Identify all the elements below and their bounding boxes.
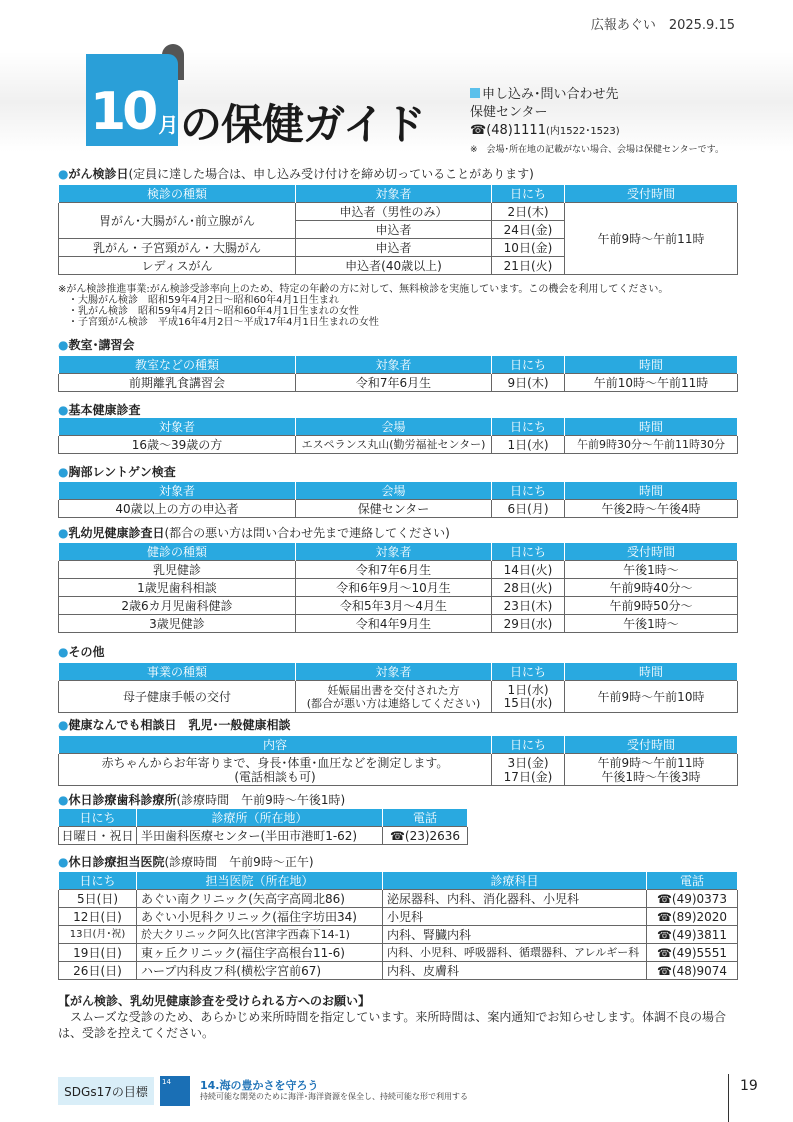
section-other: ●その他 xyxy=(58,645,105,659)
sdg-label: SDGs17の目標 xyxy=(58,1077,154,1105)
table-xray: 対象者 会場 日にち 時間 40歳以上の方の申込者 保健センター 6日(月) 午後2時～午後4時 xyxy=(58,481,738,518)
request-note: 【がん検診、乳幼児健康診査を受けられる方へのお願い】 スムーズな受診のため、あらかじめ来所時間を指定しています。来所時間は、案内通知でお知らせします。体調不良の場合は、受診を控えてください。 xyxy=(58,994,727,1040)
table-row: 26日(日) ハープ内科皮フ科(横松字宮前67) 内科、皮膚科 ☎(48)9074 xyxy=(59,962,738,980)
section-class: ●教室･講習会 xyxy=(58,338,135,352)
contact-label: 申し込み･問い合わせ先 xyxy=(482,87,619,102)
table-dental: 日にち 診療所（所在地） 電話 日曜日・祝日 半田歯科医療センター(半田市港町1-62) ☎(23)2636 xyxy=(58,808,468,845)
page-divider xyxy=(728,1074,729,1122)
contact-note: ※ 会場･所在地の記載がない場合、会場は保健センターです。 xyxy=(470,145,724,155)
contact-ext: (内1522･1523) xyxy=(545,126,620,137)
page-title: の保健ガイド xyxy=(180,100,425,149)
table-row: 5日(日) あぐい南クリニック(矢高字高岡北86) 泌尿器科、内科、消化器科、小児科 ☎(49)0373 xyxy=(59,890,738,908)
table-holiday: 日にち 担当医院（所在地） 診療科目 電話 5日(日) あぐい南クリニック(矢高字高岡北86) 泌尿器科、内科、消化器科、小児科 ☎(49)0373 12日(日) あぐい小児科クリニック(福住字坊田34) 小児科 ☎(89)2020 13日(月･祝) 於大クリニック阿久比(宮津字西森下14-1) 内科、腎臓内科 ☎(49)3811 19日(日) 東ヶ丘クリニック(福住字高根台11-6) 内科、小児科、呼吸器科、循環器科、アレルギー科 ☎(49)5551 26日(日) ハープ内科皮フ科(横松字宮前67) 内科、皮膚科 ☎(48)9074 xyxy=(58,871,738,980)
table-row: 19日(日) 東ヶ丘クリニック(福住字高根台11-6) 内科、小児科、呼吸器科、循環器科、アレルギー科 ☎(49)5551 xyxy=(59,944,738,962)
table-cancer: 検診の種類 対象者 日にち 受付時間 胃がん･大腸がん･前立腺がん 申込者（男性のみ） 2日(木) 午前9時～午前11時 申込者 24日(金) 乳がん・子宮頸がん・大腸がん 申込者 10日(金) レディスがん 申込者(40歳以上) 21日(火) xyxy=(58,184,738,275)
table-row: 2歳6カ月児歯科健診 令和5年3月～4月生 23日(木) 午前9時50分～ xyxy=(59,597,738,615)
contact-box xyxy=(470,86,724,159)
table-row: 乳児健診 令和7年6月生 14日(火) 午後1時～ xyxy=(59,561,738,579)
cancer-notes: ※がん検診推進事業:がん検診受診率向上のため、特定の年齢の方に対して、無料検診を実施しています。この機会を利用してください。 ・大腸がん検診 昭和59年4月2日～昭和60年4月1日生まれ ・乳がん検診 昭和59年4月2日～昭和60年4月1日生まれの女性 ・子宮頸がん検診 平成16年4月2日～平成17年4月1日生まれの女性 xyxy=(58,284,669,328)
sdg-14-icon: 14 xyxy=(160,1076,190,1106)
section-dental: ●休日診療歯科診療所(診療時間 午前9時～午後1時) xyxy=(58,793,346,807)
table-consult: 内容 日にち 受付時間 赤ちゃんからお年寄りまで、身長･体重･血圧などを測定します。 (電話相談も可) 3日(金) 17日(金) 午前9時～午前11時 午後1時～午後3時 xyxy=(58,735,738,786)
section-holiday: ●休日診療担当医院(診療時間 午前9時～正午) xyxy=(58,855,314,869)
table-infant: 健診の種類 対象者 日にち 受付時間 乳児健診 令和7年6月生 14日(火) 午後1時～ 1歳児歯科相談 令和6年9月～10月生 28日(火) 午前9時40分～ 2歳6カ月児歯科健診 令和5年3月～4月生 23日(木) 午前9時50分～ 3歳児健診 令和4年9月生 29日(水) 午後1時～ xyxy=(58,542,738,633)
sdg-sub: 持続可能な開発のために海洋･海洋資源を保全し、持続可能な形で利用する xyxy=(200,1092,468,1101)
table-other: 事業の種類 対象者 日にち 時間 母子健康手帳の交付 妊娠届出書を交付された方 (都合が悪い方は連絡してください) 1日(水) 15日(水) 午前9時～午前10時 xyxy=(58,662,738,713)
header-date: 広報あぐい 2025.9.15 xyxy=(590,18,735,33)
table-row: 13日(月･祝) 於大クリニック阿久比(宮津字西森下14-1) 内科、腎臓内科 ☎(49)3811 xyxy=(59,926,738,944)
page-number: 19 xyxy=(740,1078,758,1094)
table-row: 3歳児健診 令和4年9月生 29日(水) 午後1時～ xyxy=(59,615,738,633)
month-number: 10 xyxy=(90,82,155,142)
table-class: 教室などの種類 対象者 日にち 時間 前期離乳食講習会 令和7年6月生 9日(木) 午前10時～午前11時 xyxy=(58,355,738,392)
table-basic: 対象者 会場 日にち 時間 16歳～39歳の方 エスペランス丸山(勤労福祉センター) 1日(水) 午前9時30分～午前11時30分 xyxy=(58,417,738,454)
table-row: 1歳児歯科相談 令和6年9月～10月生 28日(火) 午前9時40分～ xyxy=(59,579,738,597)
month-block xyxy=(86,54,178,146)
table-row: 12日(日) あぐい小児科クリニック(福住字坊田34) 小児科 ☎(89)2020 xyxy=(59,908,738,926)
sdg-title: 14.海の豊かさを守ろう xyxy=(200,1079,319,1092)
contact-org: 保健センター xyxy=(470,105,548,120)
month-char: 月 xyxy=(158,113,179,137)
section-consult: ●健康なんでも相談日 乳児･一般健康相談 xyxy=(58,718,291,732)
section-xray: ●胸部レントゲン検査 xyxy=(58,465,176,479)
section-infant: ●乳幼児健康診査日(都合の悪い方は問い合わせ先まで連絡してください) xyxy=(58,526,450,540)
contact-phone: ☎(48)1111 xyxy=(470,123,546,138)
section-basic: ●基本健康診査 xyxy=(58,403,141,417)
section-cancer: ●がん検診日(定員に達した場合は、申し込み受け付けを締め切っていることがあります) xyxy=(58,167,534,181)
square-icon xyxy=(470,88,480,98)
